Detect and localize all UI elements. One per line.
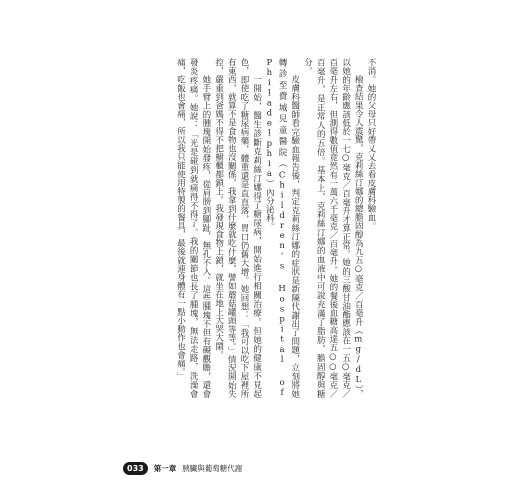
chapter-label: 第一章 [153,463,177,473]
body-text [123,58,377,398]
paragraph: 檢查結果令人震驚，克莉絲汀娜的總膽固醇為九五○毫克／百毫升（mg/dL），以她的年齡應該低於一七○毫克／百毫升才算正常。她的三酸甘油酯應該在一五○毫克／百毫升左右，但測得數值竟然有一萬六千毫克／百毫升。她的餐後血糖高達五○○毫克／百毫升，是正常人的五倍。基本上，克莉絲汀娜的血液中可說充滿了脂肪，膽固醇與糖分。 [302,58,364,398]
paragraph: 一開始，醫生診斷克莉絲汀娜得了糖尿病，開始進行相關治療。但她的健康不見起色，即使吃了糖尿病藥，體重還是直直落，胃口仍舊大增。她回想：「我可以吃下屋裡所有東西，就算不是食物也沒關係，我拿到什麼就吃什麼，譬如蘑菇罐頭等等。」情況開始失控，嚴重到爸媽不得不把櫥櫃都鎖上。我發現食物上鎖，就坐在地上大哭大鬧。 [213,58,262,398]
page-footer [123,460,242,476]
paragraph: 她手臂上的腫塊開始發疼，從肩膀到腳趾，無孔不入。這些腫塊不但有礙觀瞻，還會發炎疼痛。她說：「光是碰到就痛得不得了。我的關節也長了腫塊，無法走路，洗澡會痛，吃飯也會痛，所以我只能使用特製的餐具，最後就連身體有一點小動作也會痛。」 [175,58,211,398]
paragraph: 皮膚科醫師看完驗血報告後，判定克莉絲汀娜的症狀是新陳代謝出了問題，立刻將她轉診至費城兒童醫院（Children's Hospital of Philadelphia）內分泌科。 [264,58,300,398]
page-number: 033 [123,462,148,475]
paragraph: 不消。她的父母只好帶乂乂去看皮膚科驗血。 [366,58,376,230]
chapter-title: 胰臟與葡萄糖代謝 [182,463,243,473]
